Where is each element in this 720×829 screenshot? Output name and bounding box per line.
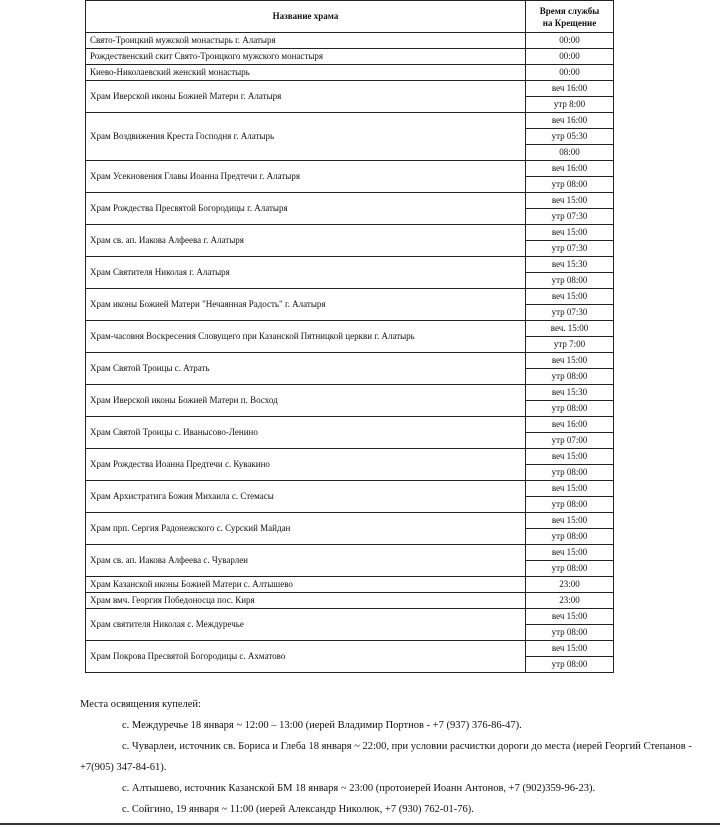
column-header-name: Название храма <box>86 1 526 33</box>
service-time: утр 08:00 <box>526 560 613 576</box>
table-row <box>86 513 614 545</box>
service-time-cell <box>526 65 614 81</box>
church-name-cell: Храм Казанской иконы Божией Матери с. Алтышево <box>86 577 526 593</box>
service-time-cell <box>526 321 614 353</box>
service-time: веч 16:00 <box>551 163 588 173</box>
service-time-cell <box>526 449 614 481</box>
church-name-cell: Храм прп. Сергия Радонежского с. Сурский Майдан <box>86 513 526 545</box>
service-time-cell <box>526 161 614 193</box>
schedule-table <box>85 0 614 673</box>
service-time: веч 15:30 <box>551 259 588 269</box>
service-time: утр 08:00 <box>526 624 613 640</box>
table-body <box>86 33 614 673</box>
service-time-cell <box>526 385 614 417</box>
column-header-time-line2: на Крещение <box>542 17 597 28</box>
church-name-cell: Храм Рождества Иоанна Предтечи с. Кувакино <box>86 449 526 481</box>
table-row <box>86 225 614 257</box>
table-row <box>86 257 614 289</box>
table-row <box>86 385 614 417</box>
service-time-cell <box>526 545 614 577</box>
table-row <box>86 321 614 353</box>
service-time: 23:00 <box>559 579 580 589</box>
table-row <box>86 113 614 161</box>
table-row <box>86 65 614 81</box>
church-name-cell: Храм Иверской иконы Божией Матери г. Алатыря <box>86 81 526 113</box>
church-name-cell: Храм Воздвижения Креста Господня г. Алатырь <box>86 113 526 161</box>
service-time: утр 7:00 <box>526 336 613 352</box>
service-time-cell <box>526 417 614 449</box>
table-row <box>86 577 614 593</box>
table-row <box>86 353 614 385</box>
service-time: 08:00 <box>526 144 613 160</box>
service-time: веч 15:00 <box>551 355 588 365</box>
table-row <box>86 289 614 321</box>
table-row <box>86 417 614 449</box>
service-time: 00:00 <box>559 35 580 45</box>
service-time: утр 08:00 <box>526 368 613 384</box>
service-time: утр 08:00 <box>526 464 613 480</box>
service-time: веч 15:00 <box>551 483 588 493</box>
service-time: веч 15:00 <box>551 227 588 237</box>
church-name-cell: Храм святителя Николая с. Междуречье <box>86 609 526 641</box>
service-time: утр 08:00 <box>526 656 613 672</box>
service-time: утр 07:30 <box>526 304 613 320</box>
service-time: утр 07:00 <box>526 432 613 448</box>
church-name-cell: Храм Иверской иконы Божией Матери п. Восход <box>86 385 526 417</box>
service-time: веч 15:00 <box>551 547 588 557</box>
service-time: веч 16:00 <box>551 419 588 429</box>
church-name-cell: Храм св. ап. Иакова Алфеева г. Алатыря <box>86 225 526 257</box>
service-time-cell <box>526 609 614 641</box>
notes-item: с. Сойгино, 19 января ~ 11:00 (иерей Александр Николюк, +7 (930) 762-01-76). <box>122 804 474 815</box>
service-time: 00:00 <box>559 67 580 77</box>
service-time: веч 16:00 <box>551 83 588 93</box>
church-name-cell: Храм Святителя Николая г. Алатыря <box>86 257 526 289</box>
service-time: веч 15:00 <box>551 515 588 525</box>
service-time: утр 08:00 <box>526 496 613 512</box>
service-time: веч 15:00 <box>551 451 588 461</box>
service-time: утр 05:30 <box>526 128 613 144</box>
church-name-cell: Храм Рождества Пресвятой Богородицы г. Алатыря <box>86 193 526 225</box>
table-row <box>86 449 614 481</box>
service-time-cell <box>526 641 614 673</box>
service-time-cell <box>526 225 614 257</box>
service-time-cell <box>526 81 614 113</box>
table-row <box>86 33 614 49</box>
table-row <box>86 193 614 225</box>
service-time-cell <box>526 353 614 385</box>
blessing-places-notes <box>80 694 700 820</box>
service-time: утр 08:00 <box>526 400 613 416</box>
service-time: утр 8:00 <box>526 96 613 112</box>
service-time-cell <box>526 577 614 593</box>
service-time: утр 07:30 <box>526 240 613 256</box>
service-time-cell <box>526 289 614 321</box>
service-time-cell <box>526 193 614 225</box>
table-row <box>86 545 614 577</box>
service-time-cell <box>526 257 614 289</box>
service-time: утр 08:00 <box>526 528 613 544</box>
church-name-cell: Храм Архистратига Божия Михаила с. Стемасы <box>86 481 526 513</box>
service-time: веч 15:30 <box>551 387 588 397</box>
church-name-cell: Киево-Николаевский женский монастырь <box>86 65 526 81</box>
service-time: утр 08:00 <box>526 272 613 288</box>
table-row <box>86 161 614 193</box>
service-time-cell <box>526 49 614 65</box>
church-name-cell: Храм Усекновения Главы Иоанна Предтечи г. Алатыря <box>86 161 526 193</box>
notes-item: с. Междуречье 18 января ~ 12:00 – 13:00 (иерей Владимир Портнов - +7 (937) 376-86-47). <box>122 720 522 731</box>
service-time: утр 07:30 <box>526 208 613 224</box>
church-name-cell: Храм Покрова Пресвятой Богородицы с. Ахматово <box>86 641 526 673</box>
column-header-time-line1: Время службы <box>539 5 600 16</box>
page-bottom-divider <box>0 823 720 825</box>
table-row <box>86 609 614 641</box>
service-time: веч 15:00 <box>551 195 588 205</box>
table-row <box>86 593 614 609</box>
notes-title: Места освящения купелей: <box>80 699 201 710</box>
column-header-time <box>526 1 614 33</box>
service-time: 23:00 <box>559 595 580 605</box>
table-row <box>86 481 614 513</box>
table-row <box>86 641 614 673</box>
service-time: веч 16:00 <box>551 115 588 125</box>
church-name-cell: Храм Святой Троицы с. Атрать <box>86 353 526 385</box>
church-name-cell: Храм св. ап. Иакова Алфеева с. Чуварлеи <box>86 545 526 577</box>
church-name-cell: Храм Святой Троицы с. Иванысово-Ленино <box>86 417 526 449</box>
schedule-table-container <box>85 0 613 673</box>
service-time-cell <box>526 513 614 545</box>
service-time: 00:00 <box>559 51 580 61</box>
service-time: веч 15:00 <box>551 643 588 653</box>
church-name-cell: Храм иконы Божией Матери "Нечаянная Радость" г. Алатыря <box>86 289 526 321</box>
church-name-cell: Свято-Троицкий мужской монастырь г. Алатыря <box>86 33 526 49</box>
service-time-cell <box>526 113 614 161</box>
table-row <box>86 49 614 65</box>
service-time-cell <box>526 481 614 513</box>
notes-item: с. Чуварлеи, источник св. Бориса и Глеба 18 января ~ 22:00, при условии расчистки дороги до места (иерей Георгий Степанов - +7(905) 347-84-61). <box>80 741 692 773</box>
church-name-cell: Рождественский скит Свято-Троицкого мужского монастыря <box>86 49 526 65</box>
service-time: утр 08:00 <box>526 176 613 192</box>
service-time-cell <box>526 33 614 49</box>
notes-item: с. Алтышево, источник Казанской БМ 18 января ~ 23:00 (протоиерей Иоанн Антонов, +7 (902)359-96-23). <box>122 783 596 794</box>
service-time: веч. 15:00 <box>550 323 589 333</box>
table-row <box>86 81 614 113</box>
service-time: веч 15:00 <box>551 611 588 621</box>
service-time: веч 15:00 <box>551 291 588 301</box>
table-header-row <box>86 1 614 33</box>
church-name-cell: Храм вмч. Георгия Победоносца пос. Киря <box>86 593 526 609</box>
service-time-cell <box>526 593 614 609</box>
church-name-cell: Храм-часовня Воскресения Словущего при Казанской Пятницкой церкви г. Алатырь <box>86 321 526 353</box>
